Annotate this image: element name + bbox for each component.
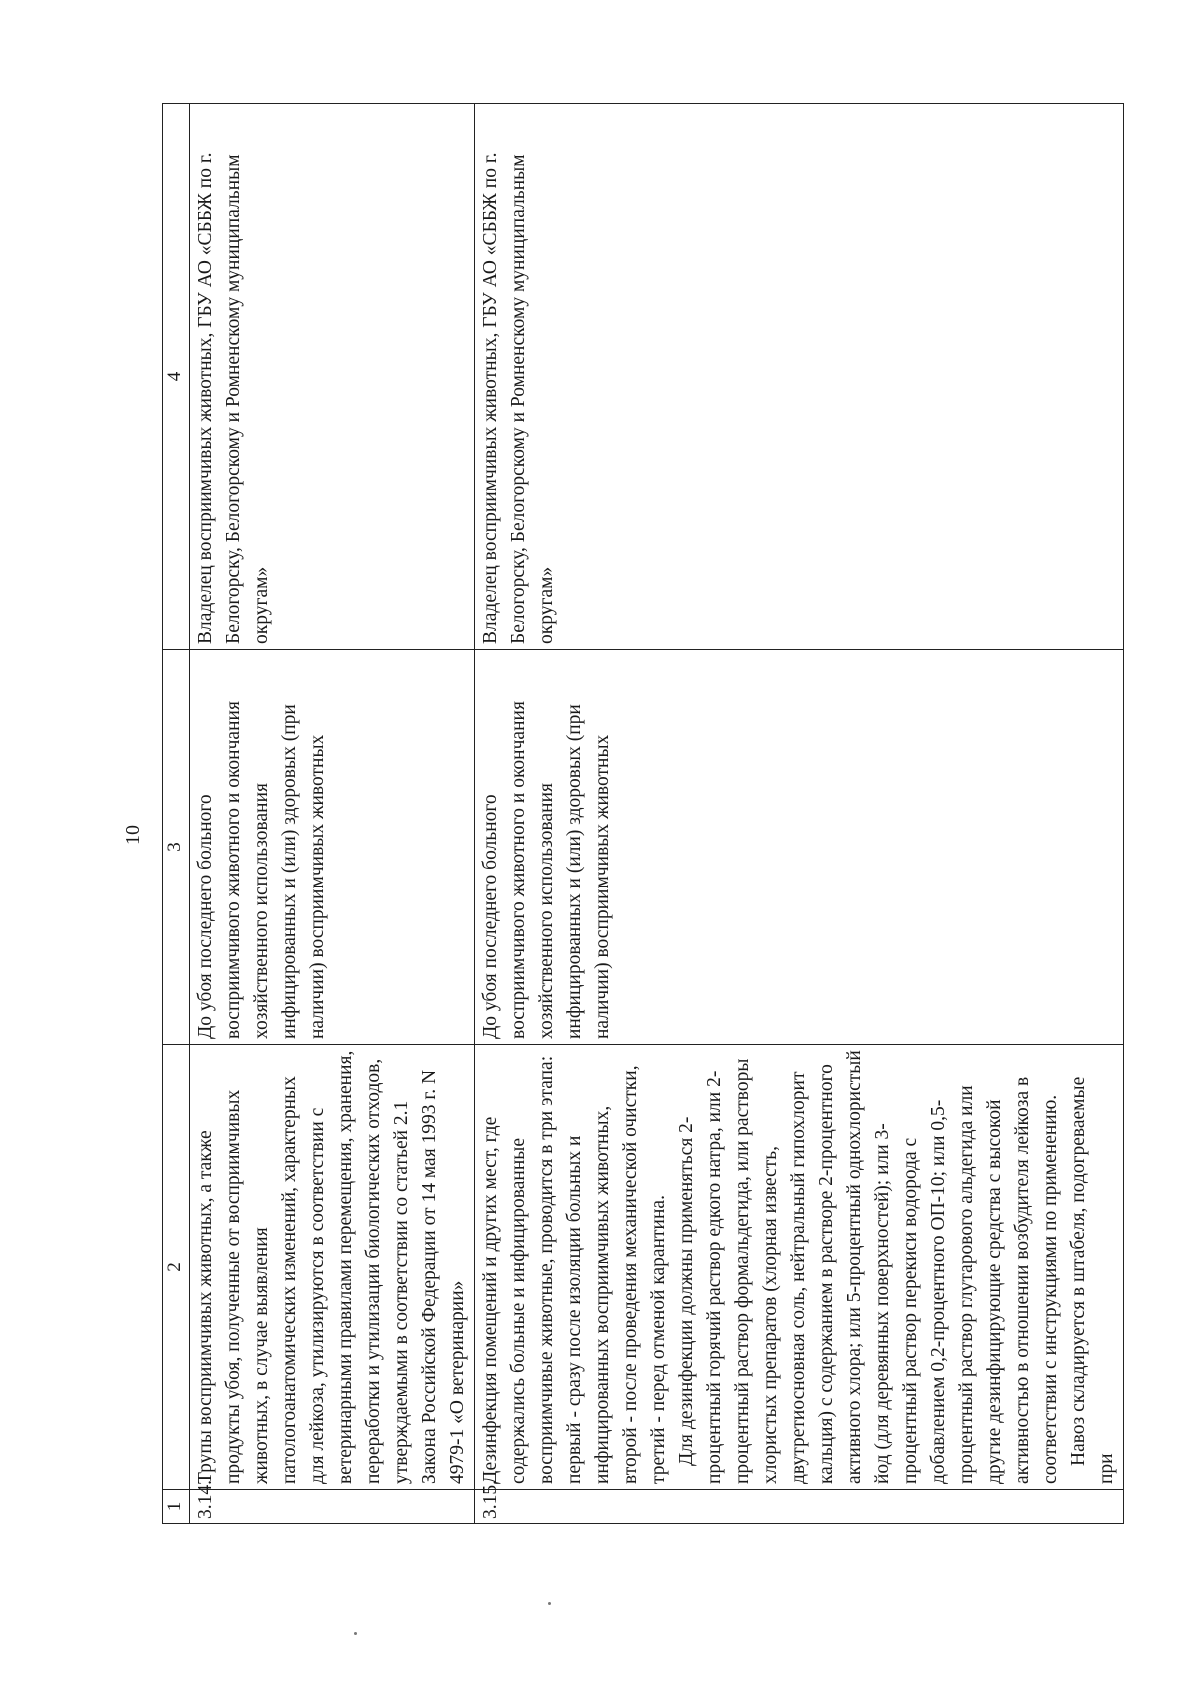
term-text: До убоя последнего больного восприимчивого животного и окончания хозяйственного использования инфицированных и (или) здоровых (при наличии) восприимчивых животных [480, 701, 613, 1039]
row-number: 3.15. [475, 1490, 1124, 1524]
measure-cell [190, 1045, 475, 1490]
table-row [475, 104, 1124, 1524]
header-row [163, 104, 190, 1524]
header-col-4: 4 [163, 104, 190, 650]
row-number: 3.14. [190, 1490, 475, 1524]
responsible-text: Владелец восприимчивых животных, ГБУ АО «СББЖ по г. Белогорску, Белогорскому и Ромненскому муниципальным округам» [195, 152, 272, 644]
measure-cell [475, 1045, 1124, 1490]
term-cell [190, 650, 475, 1045]
header-col-2: 2 [163, 1045, 190, 1490]
term-cell [475, 650, 1124, 1045]
scan-speck [354, 1632, 357, 1635]
header-col-1: 1 [163, 1490, 190, 1524]
responsible-cell [190, 104, 475, 650]
responsible-text: Владелец восприимчивых животных, ГБУ АО «СББЖ по г. Белогорску, Белогорскому и Ромненскому муниципальным округам» [480, 152, 557, 644]
measure-text-paragraph-2: Для дезинфекции должны применяться 2-процентный горячий раствор едкого натра, или 2-процентный раствор формальдегида, или растворы хлористых препаратов (хлорная известь, двутретиосновная соль, нейтральный гипохлорит кальция) с содержанием в растворе 2-процентного активного хлора; или 5-процентный однохлористый йод (для деревянных поверхностей); или 3-процентный раствор перекиси водорода с добавлением 0,2-процентного ОП-10; или 0,5-процентный раствор глутарового альдегида или другие дезинфицирующие средства с высокой активностью в отношении возбудителя лейкоза в соответствии с инструкциями по применению. [676, 1050, 1061, 1484]
measure-text-paragraph-3: Навоз складируется в штабеля, подогреваемые при [1068, 1076, 1117, 1484]
term-text: До убоя последнего больного восприимчивого животного и окончания хозяйственного использования инфицированных и (или) здоровых (при наличии) восприимчивых животных [195, 701, 328, 1039]
scan-speck [548, 1602, 551, 1605]
rotated-page [162, 104, 1117, 1524]
table-row [190, 104, 475, 1524]
header-col-3: 3 [163, 650, 190, 1045]
measures-table [162, 103, 1124, 1524]
measure-text-paragraph-1: Дезинфекция помещений и других мест, где содержались больные и инфицированные восприимчивые животные, проводится в три этапа: первый - сразу после изоляции больных и инфицированных восприимчивых животных, второй - после проведения механической очистки, третий - перед отменой карантина. [480, 1055, 669, 1484]
page-number: 10 [122, 825, 144, 845]
responsible-cell [475, 104, 1124, 650]
measure-text: Трупы восприимчивых животных, а также продукты убоя, полученные от восприимчивых животных, в случае выявления патологоанатомических изменений, характерных для лейкоза, утилизируются в соответствии с ветеринарными правилами перемещения, хранения, переработки и утилизации биологических отходов, утверждаемыми в соответствии со статьей 2.1 Закона Российской Федерации от 14 мая 1993 г. N 4979-1 «О ветеринарии» [195, 1050, 468, 1484]
